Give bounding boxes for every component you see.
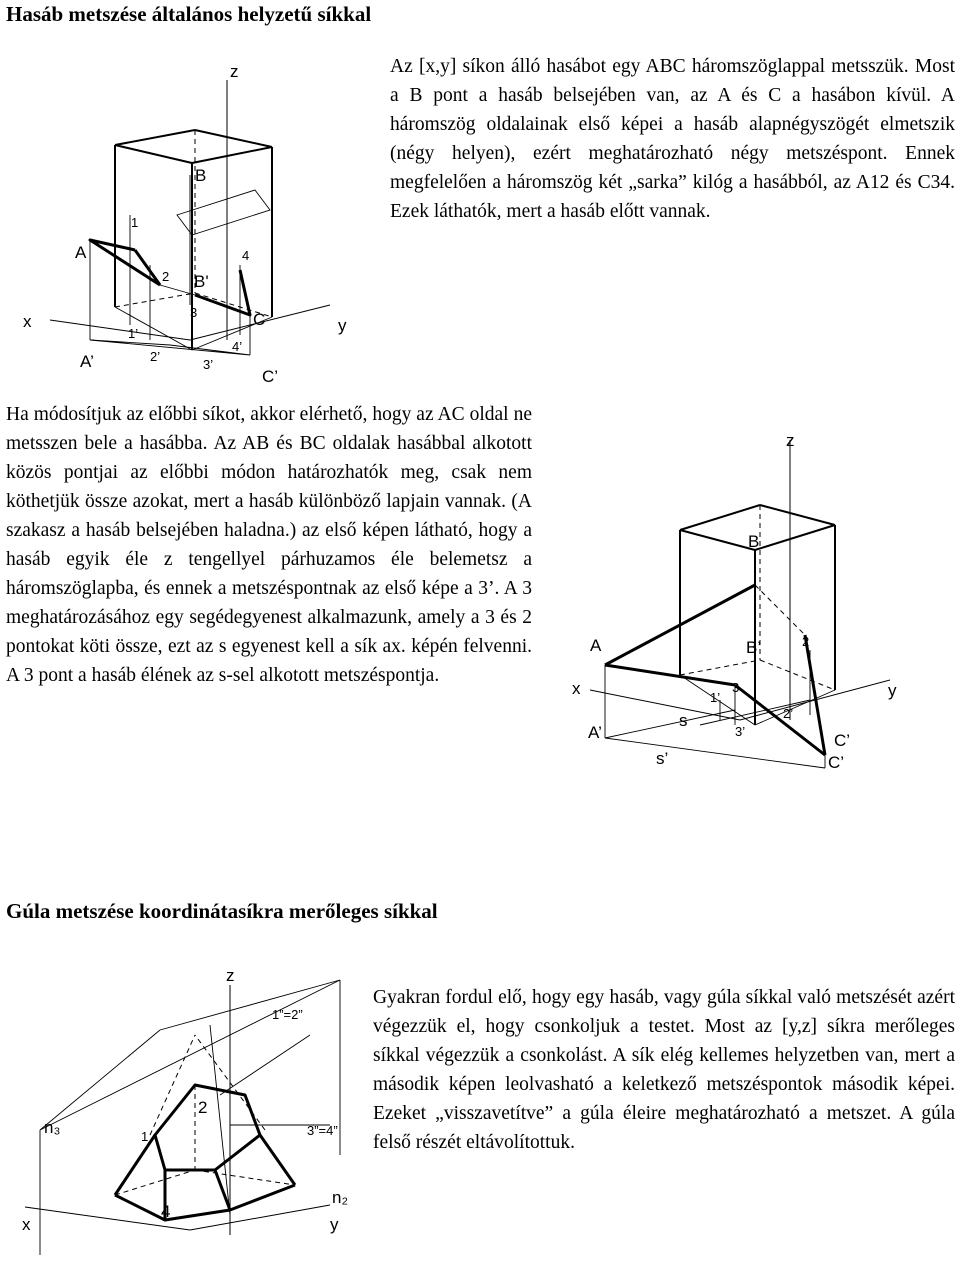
label-B1: B': [194, 272, 209, 291]
label-4p: 4’: [232, 339, 243, 354]
label-1: 1: [141, 1129, 149, 1144]
label-eq34: 3”=4”: [307, 1123, 338, 1138]
label-A: A: [590, 636, 602, 655]
label-4: 4: [242, 248, 250, 263]
label-x: x: [22, 1215, 31, 1234]
label-1: 1: [131, 215, 139, 230]
label-B: B: [195, 166, 207, 185]
label-y: y: [338, 316, 347, 335]
label-s: s: [679, 711, 688, 730]
label-3p: 3’: [735, 724, 746, 739]
label-B: B: [748, 532, 760, 551]
label-2: 2: [802, 634, 810, 649]
label-2: 2: [198, 1098, 208, 1117]
label-x: x: [572, 679, 581, 698]
label-2: 2: [162, 269, 170, 284]
label-n2: n₂: [332, 1188, 349, 1207]
section3-paragraph: Gyakran fordul elő, hogy egy hasáb, vagy gúla síkkal való metszését azért végezzük el, hogy csonkoljuk a testet. Most az [y,z] síkra merőleges síkkal végezzük a csonkolást. A sík elég kellemes helyzetben van, mert a második képen leolvasható a keletkező metszéspontok második képei. Ezeket „visszavetítve” a gúla éleire meghatározható a metszet. A gúla felső részét eltávolítottuk.: [373, 987, 955, 1153]
label-C: C’: [834, 731, 851, 750]
label-z: z: [786, 431, 795, 450]
label-2p: 2’: [150, 349, 161, 364]
label-3p: 3’: [203, 357, 214, 372]
label-y: y: [330, 1215, 339, 1234]
label-B1: B’: [746, 638, 762, 657]
section1-heading: Hasáb metszése általános helyzetű síkkal: [6, 2, 372, 26]
label-1p: 1’: [128, 326, 139, 341]
label-s1: s’: [656, 749, 669, 768]
label-A1: A’: [588, 723, 602, 742]
figure-prism-section-2: [560, 420, 940, 790]
label-z: z: [226, 966, 235, 985]
label-1p: 1’: [710, 690, 721, 705]
label-C1: C’: [828, 753, 845, 772]
label-n3: n₃: [44, 1118, 61, 1137]
label-C1: C’: [262, 367, 279, 386]
label-2p: 2’: [783, 706, 794, 721]
label-C: C: [253, 310, 266, 329]
label-A1: A’: [80, 352, 94, 371]
label-z: z: [230, 62, 239, 81]
label-eq12: 1”=2”: [272, 1007, 303, 1022]
section2-paragraph: Ha módosítjuk az előbbi síkot, akkor elérhető, hogy az AC oldal ne metsszen bele a hasábba. Az AB és BC oldalak hasábbal alkotott közös pontjai az előbbi módon határozhatók meg, csak nem köthetjük össze azokat, mert a hasáb különböző lapjain vannak. (A szakasz a hasáb belsejében haladna.) az első képen látható, hogy a hasáb egyik éle z tengellyel párhuzamos éle belemetsz a háromszöglapba, és ennek a metszéspontnak az első képe a 3’. A 3 meghatározásához egy segédegyenest alkalmazunk, amely a 3 és 2 pontokat köti össze, ezt az s egyenest kell a sík ax. képén felvenni. A 3 pont a hasáb élének az s-sel alkotott metszéspontja.: [6, 404, 532, 686]
label-A: A: [75, 243, 87, 262]
label-x: x: [23, 312, 32, 331]
label-4: 4: [161, 1202, 171, 1221]
section3-heading: Gúla metszése koordinátasíkra merőleges síkkal: [6, 899, 438, 923]
figure-prism-section-1: [10, 55, 380, 395]
label-3: 3: [190, 305, 198, 320]
figure-pyramid-section: [10, 955, 360, 1260]
label-3: 3: [732, 680, 740, 695]
label-y: y: [888, 681, 897, 700]
section1-paragraph: Az [x,y] síkon álló hasábot egy ABC háromszöglappal metsszük. Most a B pont a hasáb belsejében van, az A és C a hasábon kívül. A háromszög oldalainak első képei a hasáb alapnégyszögét elmetszik (négy helyen), ezért meghatározható négy metszéspont. Ennek megfelelően a háromszög két „sarka” kilóg a hasábból, az A12 és C34. Ezek láthatók, mert a hasáb előtt vannak.: [390, 56, 955, 222]
